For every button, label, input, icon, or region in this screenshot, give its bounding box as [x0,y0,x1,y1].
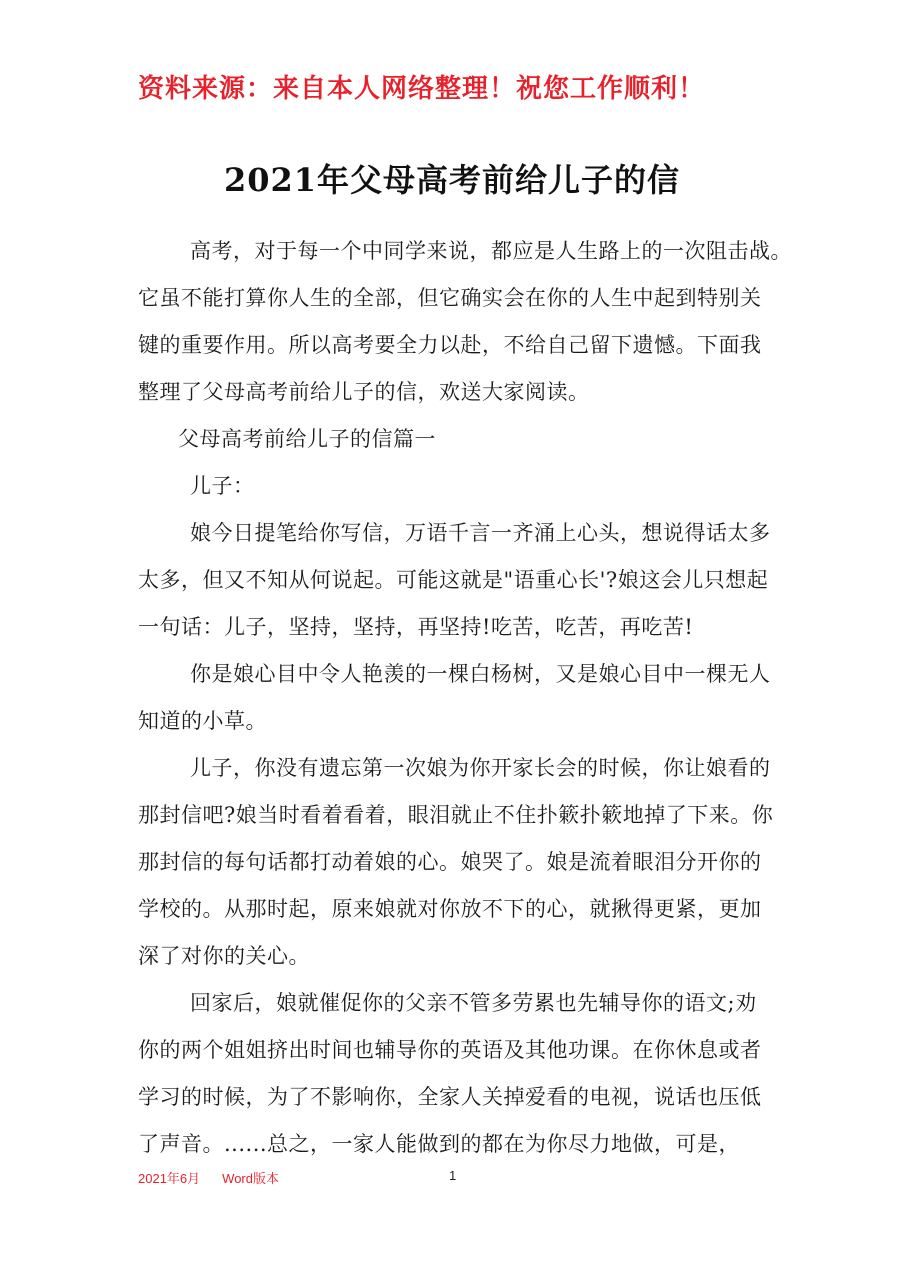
body-line-1: 高考，对于每一个中同学来说，都应是人生路上的一次阻击战。 [190,239,792,263]
body-line-2: 它虽不能打算你人生的全部，但它确实会在你的人生中起到特别关 [138,286,762,310]
body-line-4: 整理了父母高考前给儿子的信，欢送大家阅读。 [138,380,590,404]
body-line-17: 回家后，娘就催促你的父亲不管多劳累也先辅导你的语文;劝 [190,991,757,1015]
body-line-15: 学校的。从那时起，原来娘就对你放不下的心，就揪得更紧，更加 [138,897,762,921]
page-number: 1 [449,1168,457,1183]
salutation: 儿子： [190,474,255,498]
document-body [138,228,792,1168]
body-line-7: 娘今日提笔给你写信，万语千言一齐涌上心头，想说得话太多 [190,521,771,545]
footer-info [138,1168,279,1187]
body-line-19: 学习的时候，为了不影响你，全家人关掉爱看的电视，说话也压低 [138,1085,762,1109]
footer-date: 2021年6月 [138,1171,201,1186]
body-line-14: 那封信的每句话都打动着娘的心。娘哭了。娘是流着眼泪分开你的 [138,850,762,874]
body-line-8: 太多，但又不知从何说起。可能这就是"语重心长'?娘这会儿只想起 [138,568,769,592]
section-heading: 父母高考前给儿子的信篇一 [178,427,436,451]
body-line-9: 一句话：儿子，坚持，坚持，再坚持!吃苦，吃苦，再吃苦! [138,615,694,639]
footer-version: Word版本 [222,1171,279,1186]
body-line-12: 儿子，你没有遗忘第一次娘为你开家长会的时候，你让娘看的 [190,756,771,780]
body-line-20: 了声音。......总之，一家人能做到的都在为你尽力地做，可是， [138,1132,741,1156]
header-source-note: 资料来源：来自本人网络整理！祝您工作顺利！ [138,74,706,104]
document-title: 2021年父母高考前给儿子的信 [223,161,681,199]
body-line-18: 你的两个姐姐挤出时间也辅导你的英语及其他功课。在你休息或者 [138,1038,762,1062]
body-line-3: 键的重要作用。所以高考要全力以赴，不给自己留下遗憾。下面我 [138,333,762,357]
body-line-11: 知道的小草。 [138,709,267,733]
body-line-13: 那封信吧?娘当时看着看着，眼泪就止不住扑簌扑簌地掉了下来。你 [138,803,774,827]
body-line-10: 你是娘心目中令人艳羡的一棵白杨树，又是娘心目中一棵无人 [190,662,771,686]
body-line-16: 深了对你的关心。 [138,944,310,968]
